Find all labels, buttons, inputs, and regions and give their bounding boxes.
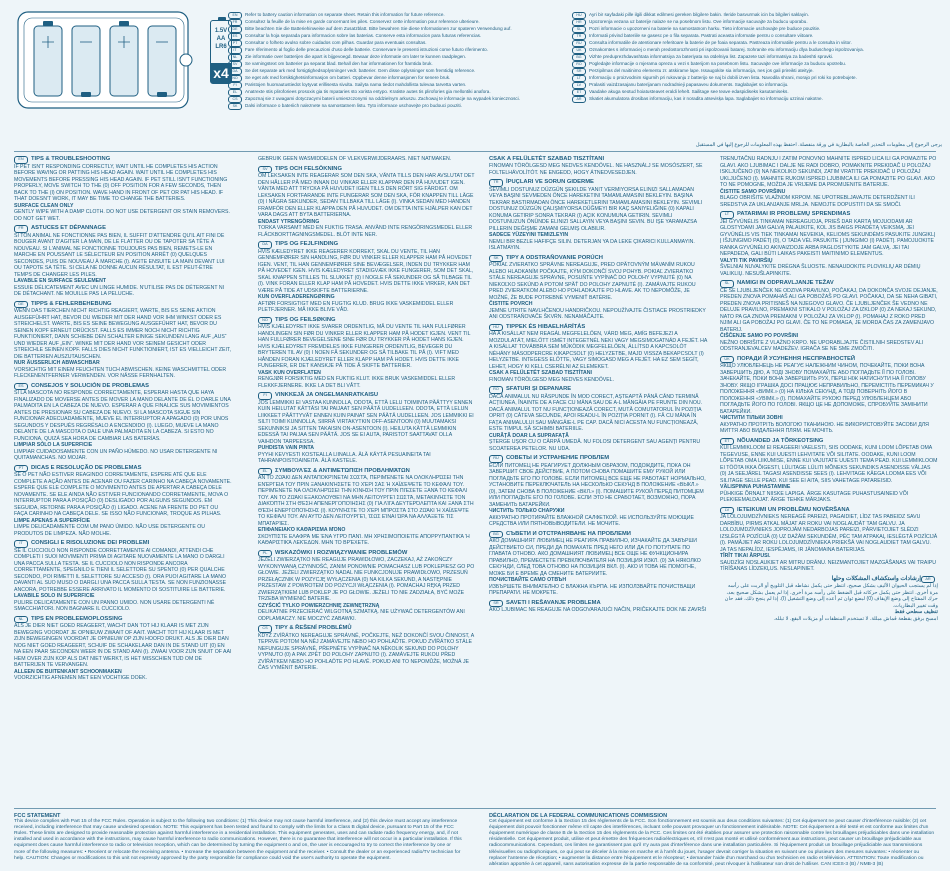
warning-row	[572, 89, 942, 96]
section-body: JEŻELI ZWIERZĄTKO NIE REAGUJE PRAWIDŁOWO, ZACZEKAJ, AŻ ZAKOŃCZY WYKONYWANĄ CZYNNOŚĆ, ZANIM PONOWNIE POMACHASZ LUB POKLEPIESZ GO PO GŁOWIE. JEŻELI ZWIERZĄTKO NADAL NIE FUNKCJONUJE PRAWIDŁOWO, PRZESUŃ PRZEŁĄCZNIK W POZYCJĘ WYŁĄCZENIA (0) NA KILKA SEKUND, A NASTĘPNIE PRZESTAW Z POWROTEM DO POZYCJI WŁĄCZENIA (I). POMACHAJ RĘKĄ PRZED ZWIERZĄTKIEM LUB POKLEP JE PO GŁOWIE. JEŻELI TO NIE ZADZIAŁA, BYĆ MOŻE TRZEBA WYMIENIĆ BATERIE.	[258, 557, 475, 602]
language-code-badge: PL	[258, 550, 272, 558]
language-code-badge: ET	[720, 438, 734, 446]
section-title-text: ΣΥΜΒΟΥΛΈΣ & ΑΝΤΙΜΕΤΏΠΙΣΗ ΠΡΟΒΛΗΜΆΤΩΝ	[275, 467, 410, 474]
section-title	[14, 225, 232, 233]
care-instructions: BLAGO OBRIŠITE VLAŽNOM KRPOM. NE UPOTREBLJAVAJTE DETERDŽENT ILI SREDSTVA ZA UKLANJANJE MRLJA. NEMOJTE DOPUSTITI DA SE SMOČI.	[720, 195, 915, 208]
section-title	[489, 324, 707, 332]
care-subheading: CURĂȚĂ DOAR LA SUPRAFAȚĂ	[489, 432, 569, 439]
language-code-badge: HU	[489, 324, 503, 332]
care-instructions: امسح برفق بقطعة قماش مبللة. لا تستخدم المنظفات أو مزيلات البقع. لا تبلله.	[773, 615, 938, 622]
care-subheading: SURFACE CLEAN ONLY	[14, 202, 74, 209]
warning-row	[572, 19, 942, 26]
warning-row	[572, 96, 942, 103]
warning-row	[572, 82, 942, 89]
section-title-text: СЪВЕТИ И ОТСТРАНЯВАНЕ НА ПРОБЛЕМИ	[506, 530, 631, 537]
care-subheading: PUHDISTA VAIN PINTA	[258, 445, 315, 451]
language-code-badge: RO	[572, 61, 586, 68]
care-subheading: LAVABLE EN SURFACE SEULEMENT	[14, 278, 107, 284]
warning-text: Vizhte preduprezhdavashtata informatsiya za bateriyata na otdelniya list. Zapazete tazi informatsiya za badeshti spravki.	[589, 54, 834, 60]
care-subheading: SADECE YÜZEYINI TEMIZLEYIN	[489, 232, 569, 238]
section-title	[14, 156, 232, 164]
language-section	[720, 356, 938, 435]
care-subheading: LAVABILE SOLO IN SUPERFICIE	[14, 593, 95, 599]
care-instructions: JEMNE UTRITE NAVLHČENOU HANDRIČKOU. NEPOUŽÍVAJTE ČISTIACE PROSTRIEDKY ANI ODSTRAŇOVAČE ŠKVŔN. NENAMÁČAJTE.	[489, 307, 706, 320]
care-subheading: تنظيف سطحي فقط	[894, 609, 938, 615]
section-body: ALS JE DIER NIET GOED REAGEERT, WACHT DAN TOT HIJ KLAAR IS MET ZIJN BEWEGING VOORDAT JE OPNIEUW ZWAAIT OF AAIT. WACHT TOT HIJ KLAAR IS MET ZIJN BEWEGINGEN VOORDAT JE OPNIEUW OP ZIJN HOOFD DRUKT. ALS JE DIER DAN NOG NIET GOED REAGEERT, SCHUIF DE SCHAKELAAR DAN IN DE STAND UIT (0) EN NA EEN PAAR SECONDEN WEER IN DE STAND AAN (I). ZWAAI VOOR ZIJN SNUIT OF AAI HEM OVER ZIJN KOP ALS DAT NIET WERKT, IS HET MISSCHIEN TIJD OM DE BATTERIJEN TE VERVANGEN.	[14, 623, 232, 668]
section-body: GEBRUIK GEEN WASMIDDELEN OF VLEKVERWIJDERAARS. NIET NATMAKEN.	[258, 156, 452, 162]
column-3	[489, 156, 707, 617]
language-code-badge: LV	[572, 82, 586, 89]
section-title	[489, 386, 707, 394]
warning-text: Skatiet akumulatora drosibas informaciju, kas ir noradita atsevisķa lapa. Saglabajiet so informaciju uzzinai nakotne.	[589, 96, 823, 102]
section-title	[258, 392, 476, 400]
section-body: HVIS KJÆLEDYRET IKKE SVARER ORDENTLIG, MÅ DU VENTE TIL HAN FULLFØRER HANDLINGEN SIN FØR DU VINKER ELLER KLAPPER HAM PÅ HODET IGJEN. VENT TIL HAN FULLFØRER BEVEGELSENE SINE FØR DU TRYKKER PÅ HODET HANS IGJEN. HVIS KJÆLEDYRET FREMDELES IKKE FUNGERER ORDENTLIG, BEVEGER DU BRYTEREN TIL AV (0) I NOEN FÅ SEKUNDER OG SÅ TILBAKE TIL PÅ (I). VIFT MED HÅNDEN FORAN KJÆLEDYRET ELLER KLAPP HAM PÅ HODET. HVIS DETTE IKKE FUNGERER, ER DET KANSKJE PÅ TIDE Å SKIFTE BATTERIER.	[258, 324, 471, 369]
warning-row	[572, 47, 942, 54]
care-instructions: NEŽNO OBRIŠITE Z VLAŽNO KRPO. NE UPORABLJAJTE ČISTILNIH SREDSTEV ALI ODSTRANJEVALCEV MADEŽEV. IGRAČA SE NE SME ZMOČITI.	[720, 339, 924, 352]
language-section	[258, 468, 476, 547]
care-subheading: CSAK A FELÜLETÉT SZABAD TISZTÍTANI	[489, 370, 592, 376]
section-title	[14, 616, 232, 624]
section-body: OM LEKSAKEN INTE REAGERAR SOM DEN SKA, VÄNTA TILLS DEN HAR AVSLUTAT DET DEN HÅLLER PÅ MED INNAN DU VINKAR ELLER KLAPPAR DEN PÅ HUVUDET IGEN. VÄNTA MED ATT TRYCKA PÅ HUVUDET IGEN TILLS DEN RÖRT SIG FÄRDIGT. OM LEKSAKEN FORTFARANDE INTE FUNGERAR SOM DEN SKA, FÖR KNAPPEN TILL LÄGE (0) I NÅGRA SEKUNDER, SEDAN TILLBAKA TILL LÄGE (I). VINKA SEDAN MED HANDEN FRAMFÖR DEN ELLER KLAPPA DEN PÅ HUVUDET. OM DETTA INTE HJÄLPER KAN DET VARA DAGS ATT BYTA BATTERIERNA.	[258, 173, 475, 218]
care-subheading: VALYTI TIK PAVIRŠIŲ	[720, 257, 773, 264]
language-code-badge: SV	[258, 166, 272, 174]
warning-text: Consultar o folheto avulso sobre cuidados com pilhas. Guardar para eventuais consultas.	[245, 40, 427, 46]
warning-row	[228, 75, 568, 82]
section-body: KUI LEMMIKLOOM EI REAGEERI VAELESTI, SIIS OODAKE, KUNI LOOM LÕPETAB OMA TEGEVUSE, ENNE KUI UUESTI LEHVITATE VÕI SILITATE. OODAKE, KUNI LOOM LÕPETAB OMA LIIKUMISE, ENNE KUI VAJUTATE UUESTI TEMA PEAD. KUI LEMMIKLOOM EI TÖÖTA IKKA ÕIGESTI, LÜLITAGE LÜLITI MÕNEKS SEKUNDIKS ASENDISSE VÄLJAS (0) JA SEEJÄREL TAGASI ASENDISSE SEES (I). LEHVITAGE KÄEGA LOOMA EES VÕI SILITAGE SELLE PEAD. KUI SEE EI AITA, SIIS VAHETAGE PATAREISID.	[720, 445, 938, 484]
language-code-badge: FI	[228, 82, 242, 89]
care-instructions: ŠVELNIAI NUVALYKITE DRĖGNA ŠLUOSTE. NENAUDOKITE PLOVIKLIŲ AR DĖMIŲ VALIKLIŲ. NESUŠLAPINKITE.	[720, 264, 921, 277]
care-instructions: VOORZICHTIG AFNEMEN MET EEN VOCHTIGE DOEK.	[14, 675, 148, 681]
language-code-badge: RO	[489, 386, 503, 394]
section-body: POKIAĽ ZVIERATKO SPRÁVNE NEREAGUJE, PRED OPÄTOVNÝM MÁVANÍM RUKOU ALEBO HLADKANÍM POČKAJTE, KÝM DOKONČÍ SVOJ POHYB. POKIAĽ ZVIERATKO STÁLE NEREAGUJE SPRÁVNE, POSUŇTE VYPÍNAČ DO POLOHY VYPNUTÉ (0) NA NIEKOĽKO SEKÚND A POTOM SPÄŤ DO POLOHY ZAPNUTÉ (I). ZAMÁVAJTE RUKOU PRED ZVIERATKOM ALEBO HO POHLADKAJTE PO HLAVE. AK TO NEPOMÔŽE, JE MOŽNÉ, ŽE BUDE POTREBNÉ VYMENIŤ BATÉRIE.	[489, 262, 696, 301]
care-instructions: АКУРАТНО ПРОТРІТЬ ВОЛОГОЮ ТКАНИНОЮ. НЕ ВИКОРИСТОВУЙТЕ ЗАСОБИ ДЛЯ МИТТЯ АБО ВИДАЛЕННЯ ПЛЯМ. НЕ МОЧІТЬ.	[720, 421, 929, 434]
section-title	[720, 280, 938, 288]
section-title-text: ASTUCES ET DÉPANNAGE	[31, 225, 106, 232]
language-code-badge: DE	[228, 26, 242, 33]
warning-row	[228, 103, 568, 110]
warning-text: Refer to battery caution information on separate sheet. Retain this information for future reference.	[245, 12, 445, 18]
language-section	[14, 616, 232, 682]
language-code-badge: EN	[228, 12, 242, 19]
warning-text: Se eget ark med forsiktighetsinformasjon om batteri. Oppbevar denne informasjonen for senere bruk.	[245, 75, 451, 81]
language-section	[489, 600, 707, 614]
warning-text: Consultez la feuille de la mise en garde concernant les piles. Conservez cette information pour reference ulterieure.	[245, 19, 480, 25]
warning-text: Upozorenja vezana uz baterije nalaze se na posebnom listu. Ove informacije sacuvajte za buducu uporabu.	[589, 19, 808, 25]
language-code-badge: UK	[720, 356, 734, 364]
section-title-text: VINKKEJÄ JA ONGELMANRATKAISU	[275, 392, 379, 399]
care-instructions: RENGJØR FORSIKTIG MED EN FUKTIG KLUT. IKKE BRUK VASKEMIDDEL ELLER FLEKKFJERNERE. IKKE LA DET BLI VÅTT.	[258, 376, 456, 389]
care-instructions: ΣΚΟΥΠΊΣΤΕ ΕΛΑΦΡΆ ΜΕ ΈΝΑ ΥΓΡΌ ΠΑΝΊ. ΜΗ ΧΡΗΣΙΜΟΠΟΙΕΊΤΕ ΑΠΟΡΡΥΠΑΝΤΙΚΆ Ή ΚΑΘΑΡΙΣΤΙΚΆ ΛΕΚΈΔΩΝ. ΜΗΝ ΤΟ ΒΡΈΧΕΤΕ.	[258, 533, 470, 546]
section-title-text: СОВЕТЫ И УСТРАНЕНИЕ ПРОБЛЕМ	[506, 455, 610, 462]
column-1	[14, 156, 232, 685]
language-code-badge: BG	[489, 531, 503, 539]
warning-row	[228, 12, 568, 19]
language-code-badge: DA	[258, 241, 272, 249]
section-body: TRENUTAČNU RADNJU I ZATIM PONOVNO MAHNITE ISPRED LICA ILI GA POMAZITE PO GLAVI. AKO LJUBIMAC I DALJE NE RADI DOBRO, POMAKNITE PREKIDAČ U POLOŽAJ ISKLJUČENO (0) NA NEKOLIKO SEKUNDI, ZATIM VRATITE PREKIDAČ U POLOŽAJ UKLJUČENO (I). MAHNITE RUKOM ISPRED LJUBIMCA ILI GA POMAZITE PO GLAVI. AKO TO NE POMOGNE, MOŽDA JE VRIJEME DA PROMIJENITE BATERIJE.	[720, 156, 937, 188]
battery-type: LR6	[215, 44, 227, 50]
section-title	[720, 211, 938, 219]
section-title-text: TIPS OG FEJLFINDING	[275, 241, 339, 248]
language-code-badge: SL	[572, 26, 586, 33]
warning-text: Consultar la hoja separada para informacion sobre las baterias. Conserve esta informacion para futuras referencias.	[245, 33, 482, 39]
language-section	[258, 392, 476, 465]
care-instructions: ИЗБЪРШЕТЕ ВНИМАТЕЛНО С ВЛАЖНА КЪРПА. НЕ ИЗПОЛЗВАЙТЕ ПОЧИСТВАЩИ ПРЕПАРАТИ. НЕ МОКРЕТЕ.	[489, 583, 696, 596]
section-title	[489, 531, 707, 539]
section-title-text: NÕUANDED JA TÕRKEOTSING	[737, 437, 824, 444]
care-subheading: KUN OVERFLADERENGØRING	[258, 294, 335, 300]
language-code-badge: EN	[14, 156, 28, 164]
language-code-badge: ET	[572, 89, 586, 96]
section-body: FINOMAN TÖRÖLGESD MEG NEDVES KENDŐVEL. NE HASZNÁLJ SE MOSÓSZERT, SE FOLTELHÁVOLÍTÓT. NE ENGEDD, HOGY ÁTNEDVESEDJEN.	[489, 163, 703, 176]
language-section	[258, 156, 476, 163]
section-title-text: SFATURI ȘI DEPANARE	[506, 386, 572, 393]
fcc-statement-fr	[489, 813, 937, 868]
warning-row	[228, 40, 568, 47]
warning-text: Oznakomtes s informaciej o merah predostorozhnosti pri ispolzovanii batarej. Sohranite etu informaciju dlya buduschego ispolzovaniya.	[589, 47, 865, 53]
section-body: ΑΝ ΤΟ ΖΩΆΚΙ ΔΕΝ ΑΝΤΑΠΟΚΡΊΝΕΤΑΙ ΣΩΣΤΆ, ΠΕΡΙΜΈΝΕΤΕ ΝΑ ΟΛΟΚΛΗΡΏΣΕΙ ΤΗΝ ΕΝΈΡΓΕΙΑ ΤΟΥ ΠΡΙΝ ΞΑΝΑΚΙΝΉΣΕΤΕ ΤΟ ΧΈΡΙ ΣΑΣ Ή ΧΑΪΔΈΨΕΤΕ ΤΟ ΚΕΦΆΛΙ ΤΟΥ. ΠΕΡΙΜΈΝΕΤΕ ΝΑ ΟΛΟΚΛΗΡΏΣΕΙ ΤΗΝ ΚΊΝΗΣΗ ΤΟΥ ΠΡΙΝ ΠΙΈΣΕΤΕ ΞΑΝΆ ΤΟ ΚΕΦΆΛΙ ΤΟΥ. ΑΝ ΤΟ ΖΩΆΚΙ ΕΞΑΚΟΛΟΥΘΕΊ ΝΑ ΜΗΝ ΛΕΙΤΟΥΡΓΕΊ ΣΩΣΤΆ, ΜΕΤΑΚΙΝΉΣΤΕ ΤΟΝ ΔΙΑΚΌΠΤΗ ΣΤΗ ΘΈΣΗ ΑΠΕΝΕΡΓΟΠΟΊΗΣΗΣ (0) ΓΙΑ ΛΊΓΑ ΔΕΥΤΕΡΌΛΕΠΤΑ ΚΑΙ ΞΑΝΆ ΣΤΗ ΘΈΣΗ ΕΝΕΡΓΟΠΟΊΗΣΗΣ (I). ΚΟΥΝΉΣΤΕ ΤΟ ΧΈΡΙ ΜΠΡΟΣΤΆ ΣΤΟ ΖΩΆΚΙ Ή ΧΑΪΔΈΨΤΕ ΤΟ ΚΕΦΆΛΙ ΤΟΥ. ΑΝ ΑΥΤΌ ΔΕΝ ΛΕΙΤΟΥΡΓΕΊ, ΊΣΩΣ ΕΊΝΑΙ ΏΡΑ ΝΑ ΑΛΛΆΞΕΤΕ ΤΙΣ ΜΠΑΤΑΡΊΕΣ.	[258, 475, 474, 527]
warning-text: Ayri bir sayfadaki pille ilgili dikkat edilmesi gereken bilgilere bakin. Ileride basvurmak icin bu bilgileri saklayin.	[589, 12, 810, 18]
care-instructions: ȘTERGE UȘOR CU O CÂRPĂ UMEDĂ. NU FOLOSI DETERGENT SAU AGENȚI PENTRU SCOATEREA PETELOR. NU UDA.	[489, 439, 701, 452]
divider	[14, 808, 936, 809]
section-body: ЕСЛИ ПИТОМЕЦ НЕ РЕАГИРУЕТ ДОЛЖНЫМ ОБРАЗОМ, ПОДОЖДИТЕ, ПОКА ОН ЗАВЕРШИТ СВОЕ ДЕЙСТВИЕ, А ПОТОМ СНОВА ПОМАШИТЕ ЕМУ РУКОЙ ИЛИ ПОГЛАДЬТЕ ЕГО ПО ГОЛОВЕ. ЕСЛИ ПИТОМЕЦ ВСЕ ЕЩЕ НЕ РАБОТАЕТ НОРМАЛЬНО, УСТАНОВИТЕ ПЕРЕКЛЮЧАТЕЛЬ НА НЕСКОЛЬКО СЕКУНД В ПОЛОЖЕНИЕ «ВЫКЛ.» (0), ЗАТЕМ СНОВА В ПОЛОЖЕНИЕ «ВКЛ.» (I). ПОМАШИТЕ РУКОЙ ПЕРЕД ПИТОМЦЕМ ИЛИ ПОГЛАДЬТЕ ЕГО ПО ГОЛОВЕ. ЕСЛИ ЭТО НЕ СРАБОТАЕТ, ВОЗМОЖНО, ПОРА ЗАМЕНИТЬ БАТАРЕЙКИ.	[489, 462, 706, 508]
language-section	[14, 465, 232, 538]
section-body: JOS LEMMIKKI EI VASTAA KUNNOLLA, ODOTA, ETTÄ LELU TOIMINTA PÄÄTTYY ENNEN KUIN HEILUTAT KÄTTÄSI TAI PAIJAAT SEN PÄÄTÄ UUDELLEEN. ODOTA, ETTÄ LELUN LIIKKEET PÄÄTTYVÄT ENNEN KUIN PAINAT SEN PÄÄTÄ UUDELLEEN. JOS LEMMIKKI EI SILTI TOIMI KUNNOLLA, SIIRRÄ VIRTAKYTKIN OFF-ASENTOON (0) MUUTAMAKSI SEKUNNIKSI JA SITTEN TAKAISIN ON-ASENTOON (I). HEILUTA KÄTTÄ LEMMIKIN EDESSÄ TAI PAIJAA SEN PÄÄTÄ. JOS SE EI AUTA, PARISTOT SAATTAVAT OLLA VAIHDON TARPEESSA.	[258, 399, 474, 445]
language-section	[258, 241, 476, 314]
care-subheading: CZYŚCIĆ TYLKO POWIERZCHNIĘ ZEWNĘTRZNĄ	[258, 602, 380, 609]
language-section	[258, 166, 476, 239]
language-section	[720, 576, 938, 623]
care-instructions: AFTØR FORSIGTIGT MED EN FUGTIG KLUD. BRUG IKKE VASKEMIDDEL ELLER PLETFJERNER. MÅ IKKE BLIVE VÅD.	[258, 300, 454, 313]
warning-text: Se det separate ark med forsigtighedsoplysninger vedr. batterier. Gem disse oplysninger som fremtidig reference.	[245, 68, 476, 74]
section-title-text: TIPY & ŘEŠENÍ PROBLÉMŮ	[275, 625, 352, 632]
section-body: IF PET ISN'T RESPONDING CORRECTLY, WAIT UNTIL HE COMPLETES HIS ACTION BEFORE WAVING OR PATTING HIS HEAD AGAIN. WAIT UNTIL HE COMPLETES HIS MOVEMENTS BEFORE PRESSING HIS HEAD AGAIN. IF PET STILL ISN'T FUNCTIONING PROPERLY, MOVE SWITCH TO THE (0) OFF POSITION FOR A FEW SECONDS, THEN BACK TO THE (I) ON POSITION. WAVE HAND IN FRONT OF PET OR PAT HIS HEAD. IF THAT DOESN'T WORK, IT MAY BE TIME TO CHANGE THE BATTERIES.	[14, 163, 228, 202]
section-body: KDYŽ ZVÍŘÁTKO NEREAGUJE SPRÁVNĚ, POČKEJTE, NEŽ DOKONČÍ SVOU ČINNOST, A TEPRVE POTOM NA NĚJ ZAMÁVEJTE NEBO HO POHLAĎTE. POKUD ZVÍŘÁTKO STÁLE NEFUNGUJE SPRÁVNĚ, PŘEPNĚTE VYPÍNAČ NA NĚKOLIK SEKUND DO POLOHY VYPNUTO (0) A PAK ZPĚT DO POLOHY ZAPNUTO (I). ZAMÁVEJTE RUKOU PŘED ZVÍŘÁTKEM NEBO HO POHLAĎTE PO HLAVĚ. POKUD ANI TO NEPOMŮŽE, MOŽNÁ JE ČAS VYMĚNIT BATERIE.	[258, 632, 474, 671]
warning-text: Pralasiti vaizdzasajanu baterijanam nodradnieji papasaveu dokuments. Saglabajiet so informaciju.	[589, 82, 789, 88]
language-section	[720, 438, 938, 504]
fcc-statement-en	[14, 813, 462, 862]
section-body: HVIS KÆLEDYRET IKKE REAGERER KORREKT, SKAL DU VENTE, TIL HAN GENNEMFØRER SIN HANDLING, FØR DU VINKER ELLER KLAPPER HAM PÅ HOVEDET IGEN. VENT, TIL HAN GENNEMFØRER SINE BEVÆGELSER, INDEN DU TRYKKER HAM PÅ HOVEDET IGEN. HVIS KÆLEDYRET STADIGVÆK IKKE FUNGERER, SOM DET SKAL, SKAL KNAPPEN STILLES TIL SLUKKET (0) I NOGLE FÅ SEKUNDER OG SÅ TILBAGE TIL (I). VINK FORAN ELLER KLAP HAM PÅ HOVEDET. HVIS DETTE IKKE VIRKER, KAN DET VÆRE PÅ TIDE AT UDSKIFTE BATTERIERNE.	[258, 248, 474, 294]
care-instructions: VORSICHTIG MIT EINEM FEUCHTEN TUCH ABWISCHEN. KEINE WASCHMITTEL ODER FLECKENENTFERNER VERWENDEN. VOR NÄSSE FERNHALTEN.	[14, 366, 227, 379]
language-code-badge: LT	[572, 75, 586, 82]
section-body: SE O PET NÃO ESTIVER REAGINDO CORRETAMENTE, ESPERE ATÉ QUE ELE COMPLETE A AÇÃO ANTES DE ACENAR OU FAZER CARINHO NA CABEÇA NOVAMENTE. ESPERE QUE ELE COMPLETE O MOVIMENTO ANTES DE APERTAR A CABEÇA DELE NOVAMENTE. SE ELE AINDA NÃO ESTIVER FUNCIONANDO CORRETAMENTE, MOVA O INTERRUPTOR PARA A POSIÇÃO (0) DESLIGADO POR ALGUNS SEGUNDOS. EM SEGUIDA, RETORNE PARA A POSIÇÃO (I) LIGADO. ACENE NA FRENTE DO PET OU FAÇA CARINHO NA CABEÇA DELE. SE ISSO NÃO FUNCIONAR, TROQUE AS PILHAS.	[14, 472, 232, 517]
section-title	[720, 507, 938, 515]
warning-row	[572, 33, 942, 40]
column-4	[720, 156, 938, 625]
battery-voltage: 1.5V	[214, 28, 228, 34]
language-code-badge: LV	[720, 507, 734, 515]
language-code-badge: AR	[572, 96, 586, 103]
language-code-badge: FR	[14, 225, 28, 233]
language-section	[489, 156, 707, 176]
language-section	[258, 625, 476, 672]
language-code-badge: PT	[228, 40, 242, 47]
language-code-badge: TR	[572, 33, 586, 40]
section-title	[258, 241, 476, 249]
section-body: DACĂ ANIMALUL NU RĂSPUNDE ÎN MOD CORECT, AȘTEAPTĂ PÂNĂ CÂND TERMINĂ ACȚIUNEA, ÎNAINTE DE A FACE CU MÂNA SAU DE A-L MÂNGÂIA PE FRUNTE DIN NOU. DACĂ ANIMALUL TOT NU FUNCȚIONEAZĂ CORECT, MUTĂ COMUTATORUL ÎN POZIȚIA OPRIT (0) CÂTEVA SECUNDE, APOI READU-L ÎN POZIȚIA PORNIT (I). FĂ CU MÂNA ÎN FAȚA ANIMALULUI SAU MÂNGÂIE-L PE CAP. DACĂ NICI ACESTA NU FUNCȚIONEAZĂ, ESTE TIMPUL SĂ SCHIMBI BATERIILE.	[489, 393, 703, 432]
care-instructions: DELIKATNIE PRZECIERAĆ WILGOTNĄ SZMATKĄ. NIE UŻYWAĆ DETERGENTÓW ANI ODPLAMIACZY. NIE MOCZYĆ ZABAWKI.	[258, 609, 465, 622]
language-code-badge: CS	[258, 625, 272, 633]
warning-row	[572, 54, 942, 61]
language-section	[489, 455, 707, 528]
section-body: АКО ДОМАШНИЯТ ЛЮБИМЕЦ НЕ РЕАГИРА ПРАВИЛНО, ИЗЧАКАЙТЕ ДА ЗАВЪРШИ ДЕЙСТВИЕТО СИ, ПРЕДИ ДА ПОМАХАТЕ ПРЕД НЕГО ИЛИ ДА ГО ПОТУПАТЕ ПО ГЛАВАТА ОТНОВО. АКО ДОМАШНИЯТ ЛЮБИМЕЦ ВСЕ ОЩЕ НЕ ФУНКЦИОНИРА ПРАВИЛНО, ПРЕМЕСТЕТЕ ПРЕВКЛЮЧВАТЕЛЯ НА ПОЗИЦИЯ ИЗКЛ. (0) ЗА НЯКОЛКО СЕКУНДИ, СЛЕД ТОВА ОТНОВО НА ПОЗИЦИЯ ВКЛ. (I). АКО И ТОВА НЕ ПОМОГНЕ, МОЖЕ БИ Е ВРЕМЕ ДА СМЕНИТЕ БАТЕРИИТЕ.	[489, 538, 701, 577]
care-instructions: PYYHI KEVYESTI KOSTEALLA LIINALLA. ÄLÄ KÄYTÄ PESUAINEITA TAI TAHRANPOISTOAINEITA. ÄLÄ KASTELE.	[258, 451, 431, 464]
section-title-text: TIPY A ODSTRAŇOVANIE PORÚCH	[506, 254, 603, 261]
section-title	[720, 438, 938, 446]
battery-warning-list-right	[572, 12, 942, 103]
warning-row	[572, 68, 942, 75]
language-section	[489, 179, 707, 252]
divider	[14, 151, 936, 152]
section-title-text: TIPS & TROUBLESHOOTING	[31, 156, 111, 163]
language-code-badge: SV	[228, 61, 242, 68]
section-body: AKO LJUBIMAC NE REAGUJE NA ODGOVARAJUĆI NAČIN, PRIČEKAJTE DOK NE ZAVRŠI	[489, 607, 707, 613]
language-section	[258, 550, 476, 623]
care-instructions: TORKA VARSAMT MED EN FUKTIG TRASA. ANVÄND INTE RENGÖRINGSMEDEL ELLER FLÄCKBORTTAGNINGSMEDEL. BLÖT INTE NER.	[258, 225, 473, 238]
section-body: SI TON ANIMAL NE FONCTIONNE PAS BIEN, IL SUFFIT D'ATTENDRE QU'IL AIT FINI DE BOUGER AVANT D'AGITER LA MAIN, DE LE FLATTER OU DE TAPOTER SA TÊTE À NOUVEAU. SI L'ANIMAL NE FONCTIONNE TOUJOURS PAS BIEN, REMETS-LE EN MARCHE EN POUSSANT LE SÉLECTEUR EN POSITION ARRÊT (0) QUELQUES SECONDES, PUIS DE NOUVEAU À MARCHE (I). AGITE ENSUITE LA MAIN DEVANT LUI OU TAPOTE SA TÊTE. SI CELA NE DONNE AUCUN RÉSULTAT, IL EST PEUT-ÊTRE TEMPS DE CHANGER LES PILES.	[14, 232, 225, 278]
care-instructions: PÜHKIGE ÕRNALT NIISKE LAPIGA. ÄRGE KASUTAGE PUHASTUSAINEID VÕI PLEKIEEMALDAJAT. ÄRGE TEHKE MÄRJAKS.	[720, 490, 909, 503]
section-title-text: CONSEJOS Y SOLUCIÓN DE PROBLEMAS	[31, 382, 149, 389]
warning-text: Pozri informacie o upozorneni na baterie na samostatnom harku. Tieto informacie uschovajte pre buduce pouzitie.	[589, 26, 821, 32]
language-code-badge: HR	[572, 19, 586, 26]
care-subheading: ПОЧИСТВАЙТЕ САМО ОТВЪН	[489, 577, 567, 583]
fcc-body-en: This device complies with Part 15 of the FCC Rules. Operation is subject to the following two conditions: (1) This device may not cause harmful interference, and (2) this device must accept any interference received, including interference that may cause undesired operation. NOTE: This equipment has been tested and found to comply with the limits for a Class B digital device, pursuant to Part 15 of the FCC Rules. These limits are designed to provide reasonable protection against harmful interference in a residential installation. This equipment generates, uses and can radiate radio frequency energy, and, if not installed and used in accordance with the instructions, may cause harmful interference to radio communications. However, there is no guarantee that interference will not occur in a particular installation. If this equipment does cause harmful interference to radio or television reception, which can be determined by turning the equipment o and on, the user is encouraged to try to correct the interference by one or more of the following measures: • Reorient or relocate the receiving antenna. • Increase the separation between the equipment and the receiver. • Consult the dealer or an experienced radio/TV technician for help. CAUTION: Changes or modifications to this unit not expressly approved by the party responsible for compliance could void the user's authority to operate the equipment.	[14, 819, 462, 861]
warning-text: Perzipilmas del maitinimo elementu zr. atskirame lape. Issaugokite sia informacija, nes jos gali prireikti ateityje.	[589, 68, 814, 74]
care-subheading: ALLEEN DE BUITENKANT SCHOONMAKEN	[14, 668, 122, 675]
section-title-text: DICAS E RESOLUÇÃO DE PROBLEMAS	[31, 464, 142, 471]
section-title	[258, 468, 476, 476]
arabic-battery-warning: يرجى الرجوع إلى معلومات التحذير الخاصة بالبطارية في ورقة منفصلة. احتفظ بهذه المعلومات للرجوع إليها في المستقبل	[695, 142, 942, 148]
language-code-badge: NO	[228, 75, 242, 82]
language-section	[14, 156, 232, 222]
care-instructions: GENTLY WIPE WITH A DAMP CLOTH. DO NOT USE DETERGENT OR STAIN REMOVERS. DO NOT GET WET.	[14, 209, 230, 222]
warning-row	[228, 96, 568, 103]
language-code-badge: FR	[228, 19, 242, 26]
battery-quantity: x4	[211, 63, 231, 83]
warning-row	[228, 47, 568, 54]
section-body: SI LA MASCOTA NO RESPONDE CORRECTAMENTE, ESPERAR HASTA QUE HAYA FINALIZADO DE MOVERSE ANTES DE MOVER LA MANO DELANTE DE ÉL O DARLE UNA PALMADITA EN LA CABEZA DE NUEVO. ESPERAR A QUE FINALICE SUS MOVIMIENTOS ANTES DE PRESIONAR SU CABEZA DE NUEVO. SI LA MASCOTA SIGUE SIN FUNCIONAR ADECUADAMENTE, MUEVE EL INTERRUPTOR A APAGADO (0) POR UNOS SEGUNDOS Y DESPUÉS REGRÉSALO A ENCENDIDO (I). LUEGO, MUEVE LA MANO DELANTE DE LA MASCOTA O DALE UNA PALMADITA EN LA CABEZA. SI ESTO NO FUNCIONA, QUIZÁ SEA HORA DE CAMBIAR LAS BATERÍAS.	[14, 390, 231, 442]
section-title-text: TIPS OCH FELSÖKNING	[275, 165, 342, 172]
section-title	[14, 301, 232, 309]
section-body: SEVIMLI DOSTUNUZ DÜZGÜN ŞEKILDE YANIT VERMIYORSA ELINIZI SALLAMADAN VEYA BAŞINI SEVMEDEN ÖNCE HAREKETINI TAMAMLAMASINI BEKLEYIN. BAŞINA TEKRAR BASTIRMADAN ÖNCE HAREKETLERINI TAMAMLAMASINI BEKLEYIN. SEVIMLI DOSTUNUZ DÜZGÜN ÇALIŞMIYORSA DÜĞMEYI BIR KAÇ SANIYELIĞINE (0) KAPALI KONUMA GETIRIP SONRA TEKRAR (I) AÇIK KONUMUNA GETIRIN. SEVIMLI DOSTUNUZUN ÖNÜNDE ELINIZI SALLAYIN VEYA BAŞINI SEVIN. BU IŞE YARAMAZSA PILLERIN DEĞIŞME ZAMANI GELMIŞ OLABILIR.	[489, 186, 703, 232]
care-subheading: TĪRĪT TIKAI ĀRPUSI.	[720, 553, 771, 559]
language-code-badge: LT	[720, 211, 734, 219]
language-section	[489, 324, 707, 384]
fcc-title-en: FCC STATEMENT	[14, 813, 61, 819]
warning-text: Se varningstext om batterier pa separat blad. Behall den har informationen for framtida bruk.	[245, 61, 433, 67]
section-title-text: CONSIGLI E RISOLUZIONE DEI PROBLEMI	[31, 540, 150, 547]
section-title-text: TIPS EN PROBLEEMOPLOSSING	[31, 615, 123, 622]
section-title-text: CSAK A FELÜLETÉT SZABAD TISZTÍTANI	[489, 156, 605, 162]
warning-row	[228, 68, 568, 75]
language-code-badge: IT	[228, 47, 242, 54]
language-code-badge: UK	[572, 47, 586, 54]
language-code-badge: ES	[228, 33, 242, 40]
care-subheading: VASK KUN OVERFLATEN	[258, 369, 321, 376]
care-subheading: ČISTITE SAMO POVRŠINU	[720, 188, 786, 195]
language-code-badge: IT	[14, 540, 28, 548]
warning-text: Informaciju o proizvodnim sigurnih pri rukovanju z batterijo se naj bi dobili izven lista. Navodila shrani, morajo pri roki ko potrebujete.	[589, 75, 857, 81]
warning-row	[572, 75, 942, 82]
section-title	[14, 465, 232, 473]
language-code-badge: SR	[572, 68, 586, 75]
care-instructions: NEMLI BIR BEZLE HAFIFÇE SILIN. DETERJAN YA DA LEKE ÇIKARICI KULLANMAYIN. ISLATMAYIN.	[489, 238, 695, 251]
warning-row	[572, 12, 942, 19]
language-section	[720, 156, 938, 208]
warning-text: Vaadake akuga seotud hoiatusteavet eraldi lehelt. Sailitage see teave edaspidiseks kasutamiseks.	[589, 89, 789, 95]
care-subheading: ENDAST YTRENGÖRING	[258, 218, 320, 225]
language-section	[720, 507, 938, 573]
warning-row	[572, 61, 942, 68]
language-section	[14, 225, 232, 298]
language-code-badge: CS	[228, 96, 242, 103]
language-code-badge: NL	[228, 54, 242, 61]
care-instructions: LIMPE DELICADAMENTE COM UM PANO ÚMIDO. NÃO USE DETERGENTE OU PRODUTOS DE LIMPEZA. NÃO MOLHE.	[14, 524, 205, 537]
language-code-badge: BG	[572, 54, 586, 61]
warning-text: Fare riferimento al foglio delle precauzioni d'uso delle batterie. Conservare le presenti istruzioni come futuro riferimento.	[245, 47, 488, 53]
language-code-badge: AR	[921, 576, 935, 584]
warning-row	[228, 61, 568, 68]
warning-row	[228, 26, 568, 33]
warning-text: Bitte beachten Sie die Batteriehinweise auf dem Zusatzblatt. Bitte bewahren Sie diese Informationen zur spateren Verwendung auf.	[245, 26, 512, 32]
language-code-badge: EL	[258, 468, 272, 476]
care-subheading: ČIŠČENJE SAMO PO POVRŠINI	[720, 333, 799, 339]
warning-text: Consulta informatiile de atentionare referitoare la baterie de pe foaia separata. Pastreaza informatiile pentru a le consulta in viitor.	[589, 40, 852, 46]
section-title-text: PATARIMAI IR PROBLEMŲ SPRENDIMAS	[737, 211, 851, 218]
section-body: ЯКЩО УЛЮБЛЕНЕЦЬ НЕ РЕАГУЄ НАЛЕЖНИМ ЧИНОМ, ПОЧЕКАЙТЕ, ПОКИ ВОНА ЗАВЕРШИТЬ ДІЮ, А ТОДІ ЗНОВУ ПОМАХАЙТЕ АБО ПОГЛАДЬТЕ ЇЇ ПО ГОЛОВІ. ЗАЧЕКАЙТЕ, ПОКИ ВОНА ЗАВЕРШИТЬ РУХ, ПЕРШ НІЖ НАТИСНУТИ НА ЇЇ ГОЛОВУ ЗНОВУ. ЯКЩО ІГРАШКА ДОСІ ПРАЦЮЄ НЕПРАВИЛЬНО, ПЕРЕМІСТІТЬ ПЕРЕМИКАЧ У ПОЛОЖЕННЯ «ВИМК.» (0) НА КІЛЬКА СЕКУНД, А ТОДІ ПОВЕРНІТЬ ЙОГО В ПОЛОЖЕННЯ «УВІМК.» (I). ПОМАХАЙТЕ РУКОЮ ПЕРЕД УЛЮБЛЕНЦЕМ АБО ПОГЛАДЬТЕ ЙОГО ПО ГОЛОВІ. ЯКЩО ЦЕ НЕ ДОПОМОЖЕ, СПРОБУЙТЕ ЗАМІНИТИ БАТАРЕЙКИ.	[720, 363, 934, 415]
section-title-text: TIPPEK ÉS HIBAELHÁRÍTÁS	[506, 323, 586, 330]
section-title-text: إرشادات واستكشاف المشكلات وحلها	[831, 575, 921, 582]
care-instructions: LIMPIAR CUIDADOSAMENTE CON UN PAÑO HÚMEDO. NO USAR DETERGENTE NI QUITAMANCHAS. NO MOJAR.	[14, 448, 218, 461]
care-subheading: LIMPE APENAS A SUPERFÍCIE	[14, 517, 91, 524]
language-section	[489, 531, 707, 597]
warning-row	[228, 89, 568, 96]
language-section	[489, 386, 707, 452]
section-title-text: TIPS OG FEILSØKING	[275, 316, 336, 323]
section-title	[258, 625, 476, 633]
language-code-badge: HU	[572, 12, 586, 19]
warning-text: Zie informatie over batterijen die apart is bijgevoegd. Bewaar deze informatie om later te kunnen raadplegen.	[245, 54, 467, 60]
section-title-text: WSKAZÓWKI I ROZWIĄZYWANIE PROBLEMÓW	[275, 549, 408, 556]
care-instructions: FINOMAN TÖRÖLGESD MEG NEDVES KENDŐVEL.	[489, 376, 615, 383]
language-code-badge: SK	[489, 255, 503, 263]
care-subheading: ЧИСТИТЬ ТОЛЬКО СНАРУЖИ	[489, 508, 565, 514]
battery-compartment-illustration	[14, 6, 200, 112]
care-subheading: LIMPIAR SÓLO LA SUPERFICIE	[14, 442, 93, 448]
section-title	[14, 540, 232, 548]
section-title-text: İPUÇLARI VE SORUN GIDERME	[506, 179, 594, 186]
warning-row	[228, 54, 568, 61]
care-subheading: VÄLISPINNA PUHASTAMINE	[720, 484, 791, 490]
battery-size: AA	[216, 36, 226, 42]
care-instructions: PULIRE DELICATAMENTE CON UN PANNO UMIDO. NON USARE DETERGENTI NÉ SMACCHIATORI. NON BAGNARE IL CUCCIOLO.	[14, 599, 215, 612]
section-title-text: IETEIKUMI UN PROBLĒMU NOVĒRŠANA	[737, 506, 850, 513]
warning-row	[228, 82, 568, 89]
section-title-text: SAVETI I REŠAVANJE PROBLEMA	[506, 599, 601, 606]
fcc-title-fr: DÉCLARATION DE LA FEDERAL COMMUNICATIONS COMMISSION	[489, 813, 668, 819]
product-illustration	[14, 6, 229, 112]
language-code-badge: SR	[489, 600, 503, 608]
language-section	[14, 540, 232, 613]
warning-text: Dalsi informace o bateriich naleznete na samostatnem listu. Tyto informace uschovejte pro budouci pouziti.	[245, 103, 462, 109]
language-code-badge: SL	[720, 280, 734, 288]
language-code-badge: FI	[258, 392, 272, 400]
section-title	[258, 166, 476, 174]
fcc-body-fr: Cet équipement est conforme à la Section 15 des règlements de la FCC. Son fonctionnement est soumis aux deux conditions suivantes: (1) Cet équipement ne peut causer d'interférence nuisible; (2) cet équipement doit pouvoir fonctionner même s'il capte des interférences, incluant celle pouvant provoquer un fonctionnement indésirable. NOTE: Cet équipement a été testé et est conforme aux limites d'un équipement numérique de classe B de la Section 15 des règlements de la FCC. Ces limites ont été établies pour assurer une protection raisonnable contre les brouillages préjudiciables dans une installation résidentielle. Cet équipement produit, utilise et peut émettre des fréquences radioélectriques et, s'il n'est pas monté et utilisé conformément aux instructions, peut causer un brouillage préjudiciable aux radiocommunications. Cependant, ces limites ne garantissent pas qu'il n'y aura pas d'interférence dans une installation particulière. Si l'équipement produit un brouillage préjudiciable aux transmissions télévisuelles ou radiophoniques, ce qui peut se déceler à la mise en marche et à l'arrêt du jouet, l'usager devrait corriger la situation en suivant une ou plusieurs des mesures suivantes: • réorienter ou replacer l'antenne de réception; • augmenter la distance entre l'équipement et le récepteur; • demander l'aide d'un marchand ou d'un technicien en radio et télévision. ATTENTION: Toute modification ou altération apportée à cet appareil, sans autorisation expresse de la partie responsable de sa conformité, peut révoquer à l'utilisateur son droit de l'utiliser. CAN ICES-3 (B) / NMB-3 (B)	[489, 819, 935, 867]
column-2	[258, 156, 476, 675]
section-body: JEI GYVŪNĖLIS TINKAMAI NEREAGUOJA, PRIEŠ DAR KARTĄ MOJUODAMI AR GLOSTYDAMI JAM GALVĄ PALAUKITE, KOL JIS BAIGS PRADĖTĄ VEIKSMĄ. JEI GYVŪNĖLIS VIS TIEK TINKAMAI NEVEIKIA, KELIOMS SEKUNDĖMS PASUKITE JUNGIKLĮ Į IŠJUNGIMO PADĖTĮ (0), O TADA VĖL PASUKITE Į ĮJUNGIMO (I) PADĖTĮ. PAMOJUOKITE RANKA GYVŪNĖLIO AKIVAIZDOJE ARBA PAGLOSTYKITE JAM GALVĄ. JEI TAI NEPADEDA, GALI BŪTI LAIKAS PAKEISTI MAITINIMO ELEMENTUS.	[720, 218, 936, 257]
care-instructions: SAUDZĪGI NOSLAUKIET AR MITRU DRĀNU. NEIZMANTOJIET MAZGĀŠANAS VAI TRAIPU TĪRĪŠANAS LĪDZEKĻUS. NESLAPINIET.	[720, 559, 936, 572]
language-code-badge: NO	[258, 317, 272, 325]
warning-text: Pogledajte informacije o mjerama opreza u vezi s baterijom na posebnom listu. Sacuvajte ove informacije za buducu upotrebu.	[589, 61, 847, 67]
section-title	[489, 156, 707, 163]
language-code-badge: ES	[14, 383, 28, 391]
warning-text: Anatrexte stis pliroforiees prosoxis gia tis mpataries sto xorista entypo. Kratiste autes tis plirofories gia mellontiki anafora.	[245, 89, 491, 95]
section-body: JA LOLOJUMDZĪVNIEKS NEREAGĒ PAREIZI, PAGAIDIET, LĪDZ TAS PABEIDZ SAVU DARBĪBU, PIRMS ATKAL MĀJAT AR ROKU VAI NOGLAUDĀT TAM GALVU. JA LOLOJUMDZĪVNIEKS JOPROJĀM NEDARBOJAS PAREIZI, PĀRVIETOJIET SLĒDZI IZSLĒGTĀ POZĪCIJĀ (0) UZ DAŽĀM SEKUNDĒM, PĒC TAM ATPAKAĻ IESLĒGTĀ POZĪCIJĀ (I). PAMĀJIET AR ROKU LOLOJUMDZĪVNIEKA PRIEKŠĀ VAI NOGLAUDIET TAM GALVU. JA TAS NEPALĪDZ, IESPĒJAMS, IR JĀNOMAINA BATERIJAS.	[720, 514, 938, 553]
language-section	[14, 383, 232, 462]
language-code-badge: DA	[228, 68, 242, 75]
section-title-text: NAMIGI IN ODPRAVLJANJE TEŽAV	[737, 280, 834, 287]
care-subheading: ČISTITE POVRCH	[489, 301, 533, 307]
care-subheading: NUR ÄUSSERLICH ABWASCHBAR	[14, 360, 100, 366]
language-section	[720, 211, 938, 277]
section-title	[14, 383, 232, 391]
section-title	[720, 356, 938, 364]
warning-text: Informatii privind bateriile se gasesc pe o fila separata. Pastrati aceasta informatie pentru o consultare viitoare.	[589, 33, 814, 39]
language-section	[489, 255, 707, 321]
section-title	[720, 576, 938, 584]
section-body: إذا لم يستجب الحيوان الأليف بشكل صحيح، انتظر حتى يكمل نشاطه قبل التلويح أو الربت على رأسه مرة أخرى. انتظر حتى يكمل حركاته قبل الضغط على رأسه مرة أخرى. إذا لم يعمل بشكل صحيح بعد، حرك المفتاح إلى وضع الإيقاف (0) لبضع ثوان ثم أعده إلى وضع التشغيل (I). إذا لم ينجح ذلك، فقد حان وقت تغيير البطاريات.	[724, 583, 938, 609]
language-code-badge: EL	[228, 89, 242, 96]
language-code-badge: DE	[14, 301, 28, 309]
language-section	[720, 280, 938, 353]
warning-row	[228, 33, 568, 40]
warning-text: Paristojen huomautustiedot loytyvat erillisesta sivulta. Sailyta nama tiedot mahdollista tulevaa tarvetta varten.	[245, 82, 467, 88]
care-subheading: ЧИСТИТИ ТІЛЬКИ ЗОВНІ	[720, 415, 783, 421]
section-body: WENN DAS TIERCHEN NICHT RICHTIG REAGIERT, WARTE, BIS ES SEINE AKTION AUSGEFÜHRT HAT, BEVOR DU WIEDER MIT DER HAND VOR IHM WINKST ODER ES STREICHELST. WARTE, BIS ES SEINE BEWEGUNG AUSGEFÜHRT HAT, BEVOR DU SEINEN KOPF ERNEUT DRÜCKST. FALLS ES IMMER NOCH NICHT RICHTIG FUNKTIONIERT, DANN SCHIEBE DEN SCHALTER EINIGE SEKUNDEN LANG AUF „AUS“ UND WIEDER AUF „EIN“. WINKE MIT DER HAND VOR SEINEM GESICHT ODER STREICHLE SEINEN KOPF. FALLS DIES NICHT FUNKTIONIERT, IST ES VIELLEICHT ZEIT, DIE BATTERIEN AUSZUTAUSCHEN.	[14, 308, 231, 360]
warning-text: Zapoznaj sie z uwagami dotyczacymi baterii umieszczonymi na oddzielnym arkuszu. Zachowaj te informacje na wypadek koniecznosci.	[245, 96, 520, 102]
battery-warning-list-left	[228, 12, 568, 110]
section-title-text: TIPPS & FEHLERBEHEBUNG	[31, 300, 112, 307]
section-title	[489, 455, 707, 463]
warning-row	[228, 19, 568, 26]
section-title-text: ПОРАДИ Й УСУНЕННЯ НЕСПРАВНОСТЕЙ	[737, 355, 856, 362]
language-code-badge: PT	[14, 465, 28, 473]
language-code-badge: RU	[572, 40, 586, 47]
care-instructions: ESSUIE DÉLICATEMENT AVEC UN LINGE HUMIDE. N'UTILISE PAS DE DÉTERGENT NI DE DÉTACHANT. NE MOUILLE PAS LA PELUCHE.	[14, 284, 225, 297]
language-section	[14, 301, 232, 380]
section-title	[489, 600, 707, 608]
section-title	[258, 550, 476, 558]
section-body: ČE SE LJUBLJENČEK NE ODZIVA PRAVILNO, POČAKAJ, DA DOKONČA SVOJE DEJANJE, PREDEN ZNOVA POMAHAŠ ALI GA POBOŽAŠ PO GLAVI. POČAKAJ, DA SE NEHA GIBATI, PREDEN ZNOVA PRITISNEŠ NA NJEGOVO GLAVO. ČE LJUBLJENČEK ŠE VEDNO NE DELUJE PRAVILNO, PREMAKNI STIKALO V POLOŽAJ ZA IZKLOP (0) ZA NEKAJ SEKUND, NATO PA GA ZNOVA PREMAKNI V POLOŽAJ ZA VKLOP (I). POMAHAJ Z ROKO PRED NJIM ALI GA POBOŽAJ PO GLAVI. ČE TO NE POMAGA, JE MORDA ČAS ZA ZAMENJAVO BATERIJ.	[720, 287, 938, 333]
care-instructions: АККУРАТНО ПРОТИРАЙТЕ ВЛАЖНОЙ САЛФЕТКОЙ. НЕ ИСПОЛЬЗУЙТЕ МОЮЩИЕ СРЕДСТВА ИЛИ ПЯТНОВЫВОДИТЕЛИ. НЕ МОЧИТЕ.	[489, 514, 694, 527]
language-code-badge: NL	[14, 616, 28, 624]
warning-row	[572, 40, 942, 47]
warning-row	[572, 26, 942, 33]
care-subheading: ΕΠΙΦΑΝΕΙΑΚΌ ΚΑΘΆΡΙΣΜΑ ΜΌΝΟ	[258, 527, 346, 533]
language-code-badge: RU	[489, 455, 503, 463]
language-section	[258, 317, 476, 390]
section-title	[489, 179, 707, 187]
language-code-badge: SK	[228, 103, 242, 110]
section-body: HA A KISÁLLAT NEM REAGÁL MEGFELELŐEN, VÁRD MEG, AMÍG BEFEJEZI A MOZDULATÁT, MIELŐTT ISMÉT INTEGETNÉL NEKI VAGY MEGSIMOGATNÁD A FEJÉT. HA A KISÁLLAT TOVÁBBRA SEM MŰKÖDIK MEGFELELŐEN, ÁLLÍTSD A KAPCSOLÓT NÉHÁNY MÁSODPERCRE KIKAPCSOLT (0) HELYZETBE, MAJD VISSZA BEKAPCSOLT (I) HELYZETBE. INTEGESS ELŐTTE, VAGY SIMOGASD MEG A FEJÉT. HA EZ SEM SEGÍT, LEHET, HOGY KI KELL CSERÉLNI AZ ELEMEKET.	[489, 331, 708, 370]
section-title	[258, 317, 476, 325]
language-code-badge: TR	[489, 179, 503, 187]
section-body: SE IL CUCCIOLO NON RISPONDE CORRETTAMENTE AI COMANDI, ATTENDI CHE COMPLETI I SUOI MOVIMENTI PRIMA DI AGITARE NUOVAMENTE LA MANO O DARGLI UNA PACCA SULLA TESTA. SE IL CUCCIOLO NON RISPONDE ANCORA CORRETTAMENTE, SPEGNILO E TIENI IL SELETTORE SU SPENTO (0) PER QUALCHE SECONDO, POI RIMETTI IL SELETTORE SU ACCESO (I). ORA PUOI AGITARE LA MANO DAVANTI AL SUO MUSO O DARGLI UNA PACCA SULLA TESTA. SE NON FUNZIONASSE ANCORA, POTREBBE ESSERE ARRIVATO IL MOMENTO DI SOSTITUIRE LE BATTERIE.	[14, 547, 227, 593]
section-title	[489, 255, 707, 263]
